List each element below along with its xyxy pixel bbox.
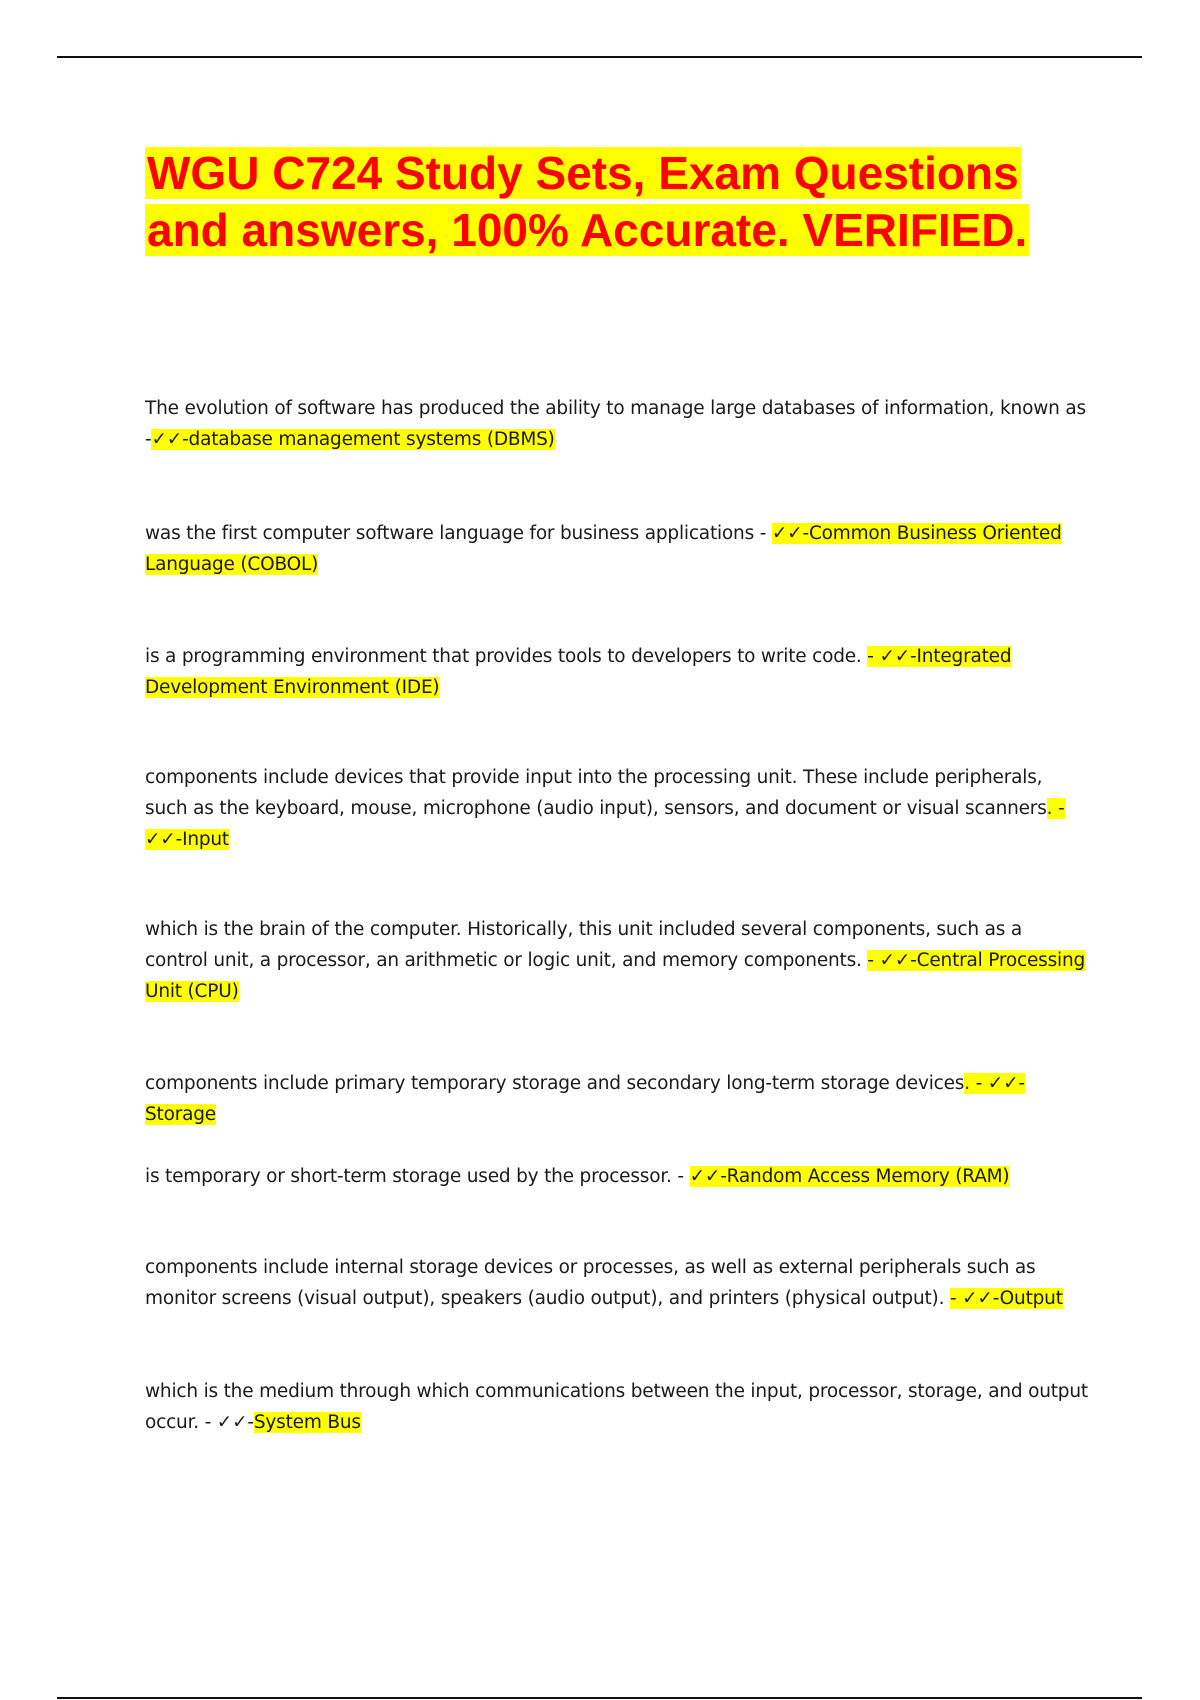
title-line-2: and answers, 100% Accurate. VERIFIED.	[147, 204, 1028, 256]
question-text: which is the brain of the computer. Historically, this unit included several components, such as a control unit, a processor, an arithmetic or logic unit, and memory components.	[145, 919, 1022, 971]
answer-text: - ✓✓-Output	[949, 1288, 1063, 1309]
header-rule	[57, 56, 1142, 58]
answer-text: ✓✓-database management systems (DBMS)	[151, 429, 555, 450]
answer-text: System Bus	[253, 1412, 361, 1433]
qa-item-2	[145, 518, 1090, 580]
footer-rule	[57, 1697, 1142, 1699]
question-text: components include primary temporary storage and secondary long-term storage devices	[145, 1073, 965, 1094]
qa-item-3	[145, 641, 1090, 703]
question-text: The evolution of software has produced the ability to manage large databases of information, known as -	[145, 398, 1086, 450]
question-text: components include internal storage devices or processes, as well as external peripherals such as monitor screens (visual output), speakers (audio output), and printers (physical output).	[145, 1257, 1036, 1309]
qa-item-8	[145, 1252, 1090, 1314]
question-text: was the first computer software language for business applications -	[145, 523, 767, 544]
answer-text: - ✓✓-Integrated Development Environment (IDE)	[145, 646, 1012, 698]
qa-item-6	[145, 1068, 1090, 1130]
qa-item-7	[145, 1161, 1090, 1192]
question-text: components include devices that provide input into the processing unit. These include peripherals, such as the keyboard, mouse, microphone (audio input), sensors, and document or visual scanners	[145, 767, 1047, 819]
qa-item-1	[145, 393, 1090, 455]
question-text: which is the medium through which communications between the input, processor, storage, and output occur. - ✓✓-	[145, 1381, 1088, 1433]
qa-item-9	[145, 1376, 1090, 1438]
document-title	[145, 145, 1090, 259]
question-text: is a programming environment that provides tools to developers to write code.	[145, 646, 862, 667]
answer-text: ✓✓-Common Business Oriented Language (COBOL)	[145, 523, 1062, 575]
answer-text: . - ✓✓-Storage	[145, 1073, 1025, 1125]
qa-item-5	[145, 914, 1090, 1007]
qa-item-4	[145, 762, 1090, 855]
answer-text: . - ✓✓-Input	[145, 798, 1065, 850]
answer-text: ✓✓-Random Access Memory (RAM)	[689, 1166, 1010, 1187]
answer-text: - ✓✓-Central Processing Unit (CPU)	[145, 950, 1086, 1002]
title-line-1: WGU C724 Study Sets, Exam Questions	[147, 147, 1019, 199]
question-text: is temporary or short-term storage used by the processor. -	[145, 1166, 684, 1187]
